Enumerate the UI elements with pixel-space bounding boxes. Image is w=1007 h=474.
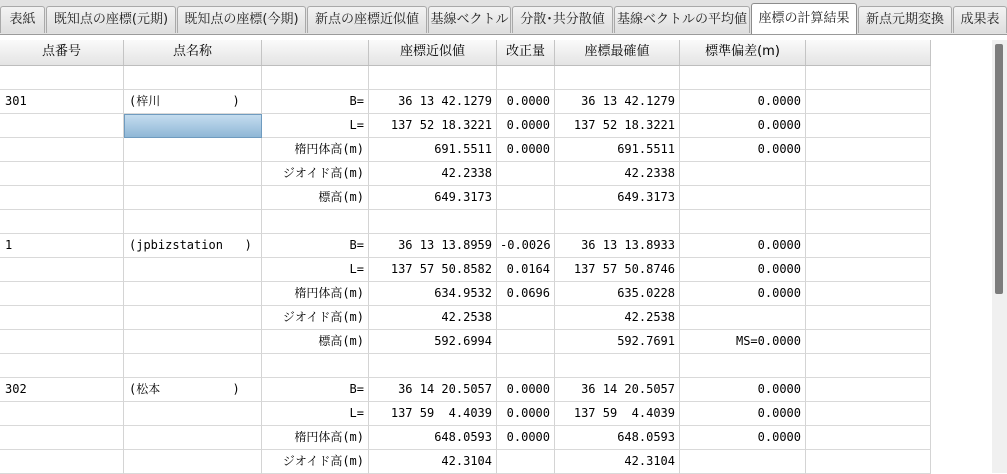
cell-point-number[interactable]: 301 (0, 90, 124, 114)
cell-filler (806, 426, 931, 450)
cell-std-dev[interactable] (680, 450, 806, 474)
cell-label[interactable]: ジオイド高(m) (262, 450, 369, 474)
cell-approx-value[interactable]: 634.9532 (369, 282, 497, 306)
cell-adjusted-value[interactable] (555, 354, 680, 378)
cell-point-number[interactable] (0, 426, 124, 450)
cell-point-name[interactable]: (jpbizstation ) (124, 234, 262, 258)
cell-label[interactable] (262, 354, 369, 378)
cell-point-name[interactable] (124, 66, 262, 90)
cell-point-name[interactable] (124, 162, 262, 186)
cell-approx-value[interactable]: 691.5511 (369, 138, 497, 162)
cell-point-number[interactable] (0, 354, 124, 378)
table-row (0, 66, 931, 90)
cell-approx-value[interactable]: 42.3104 (369, 450, 497, 474)
cell-label[interactable]: ジオイド高(m) (262, 162, 369, 186)
cell-adjusted-value[interactable]: 649.3173 (555, 186, 680, 210)
cell-std-dev[interactable]: 0.0000 (680, 138, 806, 162)
cell-approx-value[interactable] (369, 210, 497, 234)
cell-filler (806, 258, 931, 282)
cell-correction[interactable]: 0.0696 (497, 282, 555, 306)
cell-approx-value[interactable]: 592.6994 (369, 330, 497, 354)
cell-adjusted-value[interactable]: 36 13 13.8933 (555, 234, 680, 258)
cell-filler (806, 66, 931, 90)
cell-correction[interactable]: 0.0000 (497, 138, 555, 162)
cell-approx-value[interactable]: 42.2538 (369, 306, 497, 330)
cell-correction[interactable] (497, 162, 555, 186)
cell-point-number[interactable] (0, 186, 124, 210)
tab-new-point-epoch-conversion[interactable]: 新点元期変換 (858, 6, 952, 33)
cell-point-number[interactable] (0, 450, 124, 474)
cell-filler (806, 114, 931, 138)
cell-approx-value[interactable] (369, 66, 497, 90)
cell-correction[interactable] (497, 210, 555, 234)
tab-bar (0, 0, 1007, 35)
column-header-std-dev[interactable]: 標準偏差(m) (680, 40, 806, 65)
table-row (0, 114, 931, 138)
table-row (0, 450, 931, 474)
cell-correction[interactable] (497, 450, 555, 474)
table-row (0, 258, 931, 282)
cell-adjusted-value[interactable] (555, 210, 680, 234)
cell-point-name[interactable] (124, 282, 262, 306)
cell-label[interactable]: B= (262, 378, 369, 402)
tab-cover[interactable]: 表紙 (0, 6, 45, 33)
vertical-scrollbar[interactable] (992, 40, 1007, 473)
cell-approx-value[interactable]: 648.0593 (369, 426, 497, 450)
cell-adjusted-value[interactable]: 635.0228 (555, 282, 680, 306)
cell-label[interactable] (262, 66, 369, 90)
table-row (0, 330, 931, 354)
cell-approx-value[interactable]: 649.3173 (369, 186, 497, 210)
cell-filler (806, 354, 931, 378)
table-row (0, 378, 931, 402)
cell-label[interactable]: L= (262, 402, 369, 426)
column-header-label[interactable] (262, 40, 369, 65)
tab-coordinate-results[interactable]: 座標の計算結果 (751, 3, 857, 34)
cell-label[interactable]: 標高(m) (262, 186, 369, 210)
cell-point-number[interactable]: 302 (0, 378, 124, 402)
cell-point-name[interactable]: (梓川 ) (124, 90, 262, 114)
cell-std-dev[interactable]: 0.0000 (680, 114, 806, 138)
cell-correction[interactable]: 0.0000 (497, 114, 555, 138)
cell-point-number[interactable] (0, 282, 124, 306)
table-row (0, 282, 931, 306)
cell-adjusted-value[interactable]: 137 59 4.4039 (555, 402, 680, 426)
cell-approx-value[interactable]: 137 57 50.8582 (369, 258, 497, 282)
cell-std-dev[interactable] (680, 66, 806, 90)
cell-correction[interactable] (497, 354, 555, 378)
cell-std-dev[interactable] (680, 186, 806, 210)
cell-std-dev[interactable]: 0.0000 (680, 426, 806, 450)
cell-correction[interactable] (497, 66, 555, 90)
cell-adjusted-value[interactable]: 137 52 18.3221 (555, 114, 680, 138)
cell-correction[interactable] (497, 330, 555, 354)
cell-point-name[interactable] (124, 114, 262, 138)
cell-label[interactable]: L= (262, 258, 369, 282)
cell-approx-value[interactable]: 36 13 13.8959 (369, 234, 497, 258)
cell-point-name[interactable] (124, 258, 262, 282)
table-row (0, 354, 931, 378)
cell-point-name[interactable] (124, 138, 262, 162)
cell-approx-value[interactable]: 137 59 4.4039 (369, 402, 497, 426)
cell-adjusted-value[interactable]: 36 13 42.1279 (555, 90, 680, 114)
cell-adjusted-value[interactable]: 137 57 50.8746 (555, 258, 680, 282)
cell-point-number[interactable] (0, 114, 124, 138)
cell-std-dev[interactable] (680, 354, 806, 378)
cell-point-number[interactable]: 1 (0, 234, 124, 258)
tab-baseline-average[interactable]: 基線ベクトルの平均値 (614, 6, 750, 33)
cell-adjusted-value[interactable]: 592.7691 (555, 330, 680, 354)
cell-point-name[interactable] (124, 354, 262, 378)
cell-point-name[interactable] (124, 426, 262, 450)
cell-point-number[interactable] (0, 66, 124, 90)
tab-results-table[interactable]: 成果表 (953, 6, 1007, 33)
cell-approx-value[interactable] (369, 354, 497, 378)
cell-point-name[interactable] (124, 210, 262, 234)
cell-correction[interactable] (497, 306, 555, 330)
tab-new-point-approx[interactable]: 新点の座標近似値 (307, 6, 427, 33)
cell-point-name[interactable] (124, 186, 262, 210)
cell-adjusted-value[interactable]: 42.2538 (555, 306, 680, 330)
cell-label[interactable]: B= (262, 90, 369, 114)
scrollbar-thumb[interactable] (995, 44, 1003, 294)
cell-point-number[interactable] (0, 138, 124, 162)
table-row (0, 306, 931, 330)
cell-filler (806, 210, 931, 234)
cell-adjusted-value[interactable]: 691.5511 (555, 138, 680, 162)
cell-std-dev[interactable]: 0.0000 (680, 234, 806, 258)
cell-approx-value[interactable]: 36 13 42.1279 (369, 90, 497, 114)
cell-correction[interactable]: 0.0000 (497, 90, 555, 114)
column-header-adjusted-value[interactable]: 座標最確値 (555, 40, 680, 65)
cell-adjusted-value[interactable]: 42.2338 (555, 162, 680, 186)
cell-label[interactable]: ジオイド高(m) (262, 306, 369, 330)
cell-point-number[interactable] (0, 306, 124, 330)
cell-adjusted-value[interactable] (555, 66, 680, 90)
cell-adjusted-value[interactable]: 42.3104 (555, 450, 680, 474)
cell-point-number[interactable] (0, 258, 124, 282)
column-header-correction[interactable]: 改正量 (497, 40, 555, 65)
table-row (0, 138, 931, 162)
cell-std-dev[interactable]: 0.0000 (680, 378, 806, 402)
cell-filler (806, 234, 931, 258)
cell-adjusted-value[interactable]: 36 14 20.5057 (555, 378, 680, 402)
cell-point-name[interactable] (124, 330, 262, 354)
table-row (0, 402, 931, 426)
cell-correction[interactable] (497, 186, 555, 210)
cell-std-dev[interactable]: 0.0000 (680, 402, 806, 426)
cell-correction[interactable]: -0.0026 (497, 234, 555, 258)
table-row (0, 426, 931, 450)
cell-std-dev[interactable]: 0.0000 (680, 258, 806, 282)
table-row (0, 234, 931, 258)
cell-std-dev[interactable]: 0.0000 (680, 90, 806, 114)
cell-point-number[interactable] (0, 162, 124, 186)
cell-filler (806, 378, 931, 402)
column-header-point-number[interactable]: 点番号 (0, 40, 124, 65)
cell-label[interactable]: B= (262, 234, 369, 258)
cell-point-number[interactable] (0, 330, 124, 354)
column-header-approx-value[interactable]: 座標近似値 (369, 40, 497, 65)
cell-point-name[interactable] (124, 450, 262, 474)
cell-point-name[interactable] (124, 402, 262, 426)
cell-std-dev[interactable]: 0.0000 (680, 282, 806, 306)
cell-label[interactable]: 楕円体高(m) (262, 426, 369, 450)
cell-point-number[interactable] (0, 210, 124, 234)
cell-label[interactable] (262, 210, 369, 234)
cell-filler (806, 138, 931, 162)
table-row (0, 186, 931, 210)
grid-header (0, 40, 931, 66)
column-header-filler (806, 40, 931, 65)
cell-point-number[interactable] (0, 402, 124, 426)
cell-label[interactable]: 標高(m) (262, 330, 369, 354)
cell-filler (806, 402, 931, 426)
cell-approx-value[interactable]: 36 14 20.5057 (369, 378, 497, 402)
cell-point-name[interactable]: (松本 ) (124, 378, 262, 402)
cell-label[interactable]: 楕円体高(m) (262, 138, 369, 162)
cell-correction[interactable]: 0.0000 (497, 378, 555, 402)
cell-point-name[interactable] (124, 306, 262, 330)
table-row (0, 210, 931, 234)
cell-filler (806, 306, 931, 330)
cell-std-dev[interactable] (680, 306, 806, 330)
cell-filler (806, 90, 931, 114)
column-header-point-name[interactable]: 点名称 (124, 40, 262, 65)
cell-std-dev[interactable]: MS=0.0000 (680, 330, 806, 354)
cell-std-dev[interactable] (680, 210, 806, 234)
table-row (0, 162, 931, 186)
table-row (0, 90, 931, 114)
cell-label[interactable]: L= (262, 114, 369, 138)
tab-known-points-current[interactable]: 既知点の座標(今期) (177, 6, 306, 33)
cell-filler (806, 162, 931, 186)
cell-correction[interactable]: 0.0000 (497, 402, 555, 426)
tab-variance-covariance[interactable]: 分散･共分散値 (512, 6, 613, 33)
cell-approx-value[interactable]: 42.2338 (369, 162, 497, 186)
cell-label[interactable]: 楕円体高(m) (262, 282, 369, 306)
cell-approx-value[interactable]: 137 52 18.3221 (369, 114, 497, 138)
tab-known-points-epoch[interactable]: 既知点の座標(元期) (46, 6, 176, 33)
cell-filler (806, 450, 931, 474)
cell-filler (806, 330, 931, 354)
cell-filler (806, 282, 931, 306)
tab-baseline-vector[interactable]: 基線ベクトル (428, 6, 511, 33)
cell-std-dev[interactable] (680, 162, 806, 186)
cell-filler (806, 186, 931, 210)
cell-correction[interactable]: 0.0164 (497, 258, 555, 282)
cell-correction[interactable]: 0.0000 (497, 426, 555, 450)
cell-adjusted-value[interactable]: 648.0593 (555, 426, 680, 450)
